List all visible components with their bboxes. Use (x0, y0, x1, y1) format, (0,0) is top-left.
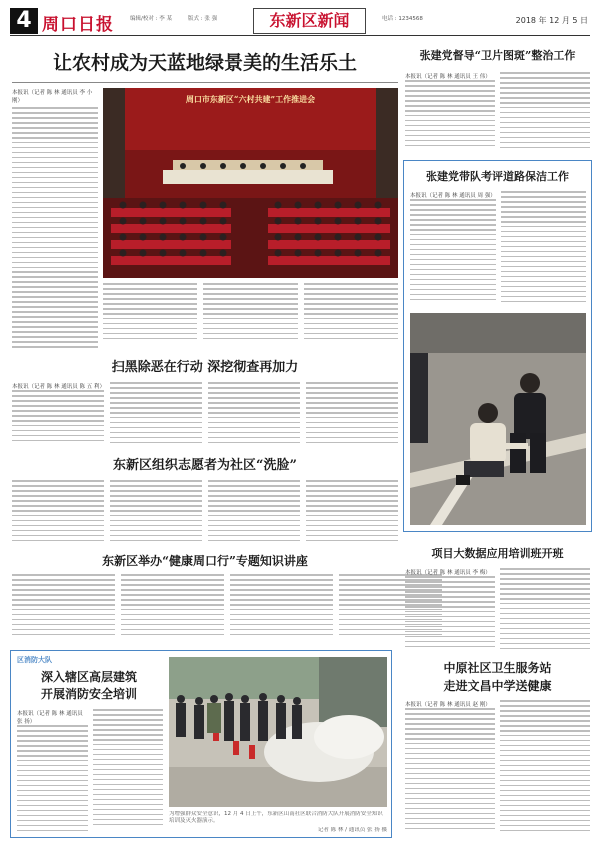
fire-byline: 本报讯（记者 陈 林 通讯员 张 扬） (17, 711, 83, 725)
lead-rule (12, 82, 398, 83)
right-box-text (410, 191, 586, 309)
mid-text-2 (12, 480, 398, 544)
right-boxed-story (403, 160, 592, 532)
meeting-hall-image (103, 88, 398, 278)
lead-byline: 本报讯（记者 陈 林 通讯员 李 小 刚） (12, 90, 93, 104)
fire-headline-line-2: 开展消防安全培训 (40, 687, 137, 701)
lead-headline: 让农村成为天蓝地绿景美的生活乐土 (52, 52, 357, 74)
fire-drill-image (169, 657, 387, 807)
right-top-byline: 本报讯（记者 陈 林 通讯员 王 伟） (405, 74, 491, 80)
section-title: 东新区新闻 (253, 8, 366, 34)
photo-banner-text: 周口市东新区“六村共建”工作推进会 (185, 94, 316, 104)
mid-headline-3: 东新区举办“健康周口行”专题知识讲座 (102, 554, 308, 568)
lead-photo (103, 88, 398, 278)
right-top-text (405, 72, 590, 152)
right-mid-byline: 本报讯（记者 陈 林 通讯员 李 梅） (405, 570, 491, 576)
fire-text (17, 709, 163, 833)
right-top-headline: 张建党督导“卫片图斑”整治工作 (419, 49, 576, 62)
fire-photo-credit: 记者 陈 林 / 通讯员 张 扬 摄 (317, 827, 387, 833)
fire-drill-photo (169, 657, 387, 807)
mid-byline: 本报讯（记者 陈 林 通讯员 陈 五 利） (12, 384, 105, 390)
page-number: 4 (10, 8, 38, 34)
meta-phone: 电话 : 1234568 (382, 16, 423, 22)
fire-safety-story (10, 650, 392, 838)
right-box-byline: 本报讯（记者 陈 林 通讯员 周 强） (410, 193, 496, 199)
brand-logo: 周口日报 (42, 15, 114, 35)
clinic-headline-line-2: 走进文昌中学送健康 (443, 679, 552, 693)
fire-headline-line-1: 深入辖区高层建筑 (40, 670, 137, 684)
right-mid-headline: 项目大数据应用培训班开班 (431, 547, 564, 560)
meta-editor: 编辑/校对 : 李 某 (130, 16, 172, 22)
issue-date: 2018 年 12 月 5 日 (515, 16, 588, 25)
mid-headline-1: 扫黑除恶在行动 深挖彻查再加力 (111, 360, 299, 375)
clinic-byline: 本报讯（记者 陈 林 通讯员 赵 刚） (405, 702, 491, 708)
right-box-headline: 张建党带队考评道路保洁工作 (426, 170, 569, 183)
masthead (10, 8, 590, 36)
mid-headline-2: 东新区组织志愿者为社区“洗脸” (113, 458, 297, 473)
lead-text-col-1 (12, 88, 98, 350)
clinic-headline-line-1: 中原社区卫生服务站 (443, 661, 552, 675)
lead-text-below (103, 283, 398, 345)
right-mid-text (405, 568, 590, 654)
mid-text-1 (12, 382, 398, 448)
meta-layout: 版式 : 张 强 (188, 16, 218, 22)
road-inspection-image (410, 313, 586, 525)
road-inspection-photo (410, 313, 586, 525)
section-tag: 区消防大队 (17, 656, 52, 664)
masthead-rule (10, 35, 590, 36)
fire-photo-caption: 为增强群众安全意识，12 月 4 日上午，东新区山南社区联合消防大队开展消防安全知识培训及灭火器演示。 (169, 811, 383, 824)
clinic-text (405, 700, 590, 838)
